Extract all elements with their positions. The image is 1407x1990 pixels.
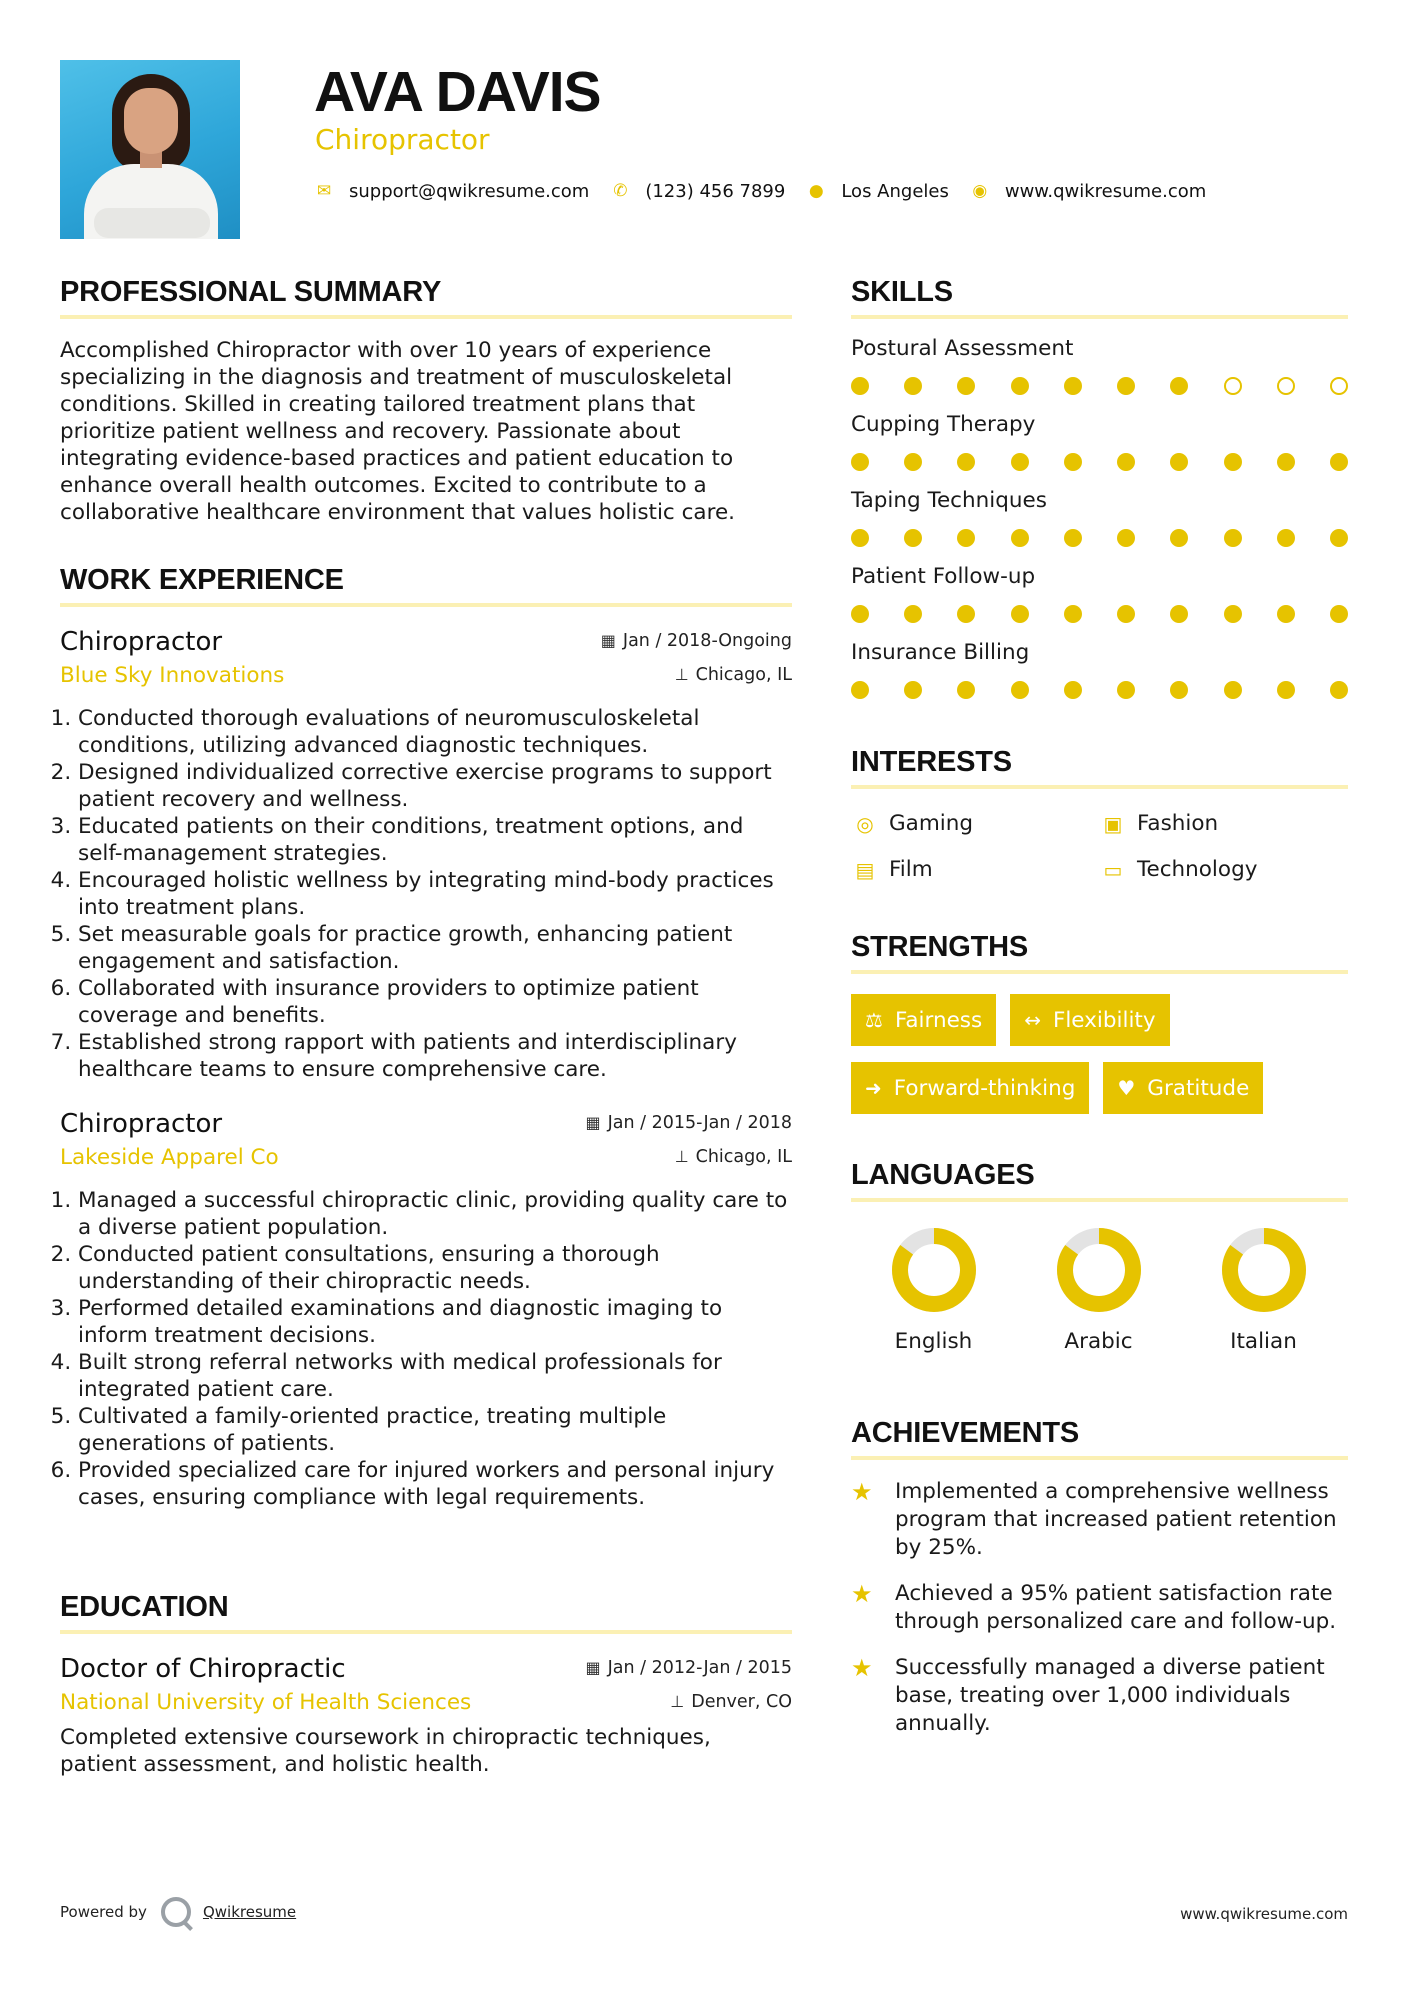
- education-date: ▦ Jan / 2012-Jan / 2015: [585, 1658, 792, 1678]
- calendar-icon: ▦: [585, 1113, 601, 1132]
- rating-dot-filled: [1330, 681, 1348, 699]
- rating-dot-filled: [1117, 529, 1135, 547]
- duty-item: 6. Collaborated with insurance providers to optimize patient coverage and benefits.: [78, 975, 792, 1029]
- interests-heading: INTERESTS: [851, 746, 1012, 778]
- language-donut: [1055, 1226, 1143, 1314]
- rating-dot-filled: [957, 453, 975, 471]
- rating-dot-filled: [1224, 681, 1242, 699]
- skill-item: [851, 563, 1348, 623]
- qwikresume-link[interactable]: Qwikresume: [202, 1903, 297, 1921]
- skill-rating: [851, 453, 1348, 471]
- education-description: Completed extensive coursework in chiropractic techniques, patient assessment, and holistic health.: [60, 1725, 711, 1777]
- duty-item: 2. Designed individualized corrective exercise programs to support patient recovery and wellness.: [78, 759, 792, 813]
- duty-item: 4. Encouraged holistic wellness by integrating mind-body practices into treatment plans.: [78, 867, 792, 921]
- languages-list: [851, 1226, 1348, 1356]
- rating-dot-filled: [1064, 453, 1082, 471]
- duty-item: 4. Built strong referral networks with medical professionals for integrated patient care.: [78, 1349, 792, 1403]
- languages-heading: LANGUAGES: [851, 1159, 1035, 1191]
- duty-item: 7. Established strong rapport with patients and interdisciplinary healthcare teams to ensure comprehensive care.: [78, 1029, 792, 1083]
- rating-dot-filled: [904, 377, 922, 395]
- rating-dot-filled: [1277, 453, 1295, 471]
- rating-dot-filled: [957, 529, 975, 547]
- rating-dot-filled: [1064, 529, 1082, 547]
- duty-item: 3. Educated patients on their conditions, treatment options, and self-management strategies.: [78, 813, 792, 867]
- interests-grid: [851, 809, 1348, 885]
- interest-item: ◎ Gaming: [851, 809, 1099, 839]
- strengths-section: [851, 930, 1348, 1114]
- skill-name: Patient Follow-up: [851, 564, 1036, 589]
- gamepad-icon: ◎: [856, 812, 874, 836]
- rating-dot-filled: [1117, 453, 1135, 471]
- film-icon: ▤: [855, 858, 875, 882]
- rating-dot-filled: [904, 681, 922, 699]
- duty-item: 5. Set measurable goals for practice growth, enhancing patient engagement and satisfaction.: [78, 921, 792, 975]
- rating-dot-filled: [1117, 681, 1135, 699]
- skill-item: [851, 487, 1348, 547]
- interests-section: [851, 745, 1348, 885]
- school: National University of Health Sciences: [60, 1690, 472, 1715]
- rating-dot-filled: [1011, 681, 1029, 699]
- job-entry: [60, 625, 792, 1083]
- duties-list: [60, 705, 792, 1083]
- rating-dot-filled: [1170, 529, 1188, 547]
- candidate-name: AVA DAVIS: [314, 60, 601, 124]
- candidate-title: Chiropractor: [315, 123, 490, 156]
- interest-item: ▭ Technology: [1099, 855, 1347, 885]
- achievement-item: ★ Achieved a 95% patient satisfaction rate through personalized care and follow-up.: [851, 1580, 1337, 1634]
- skill-name: Insurance Billing: [851, 640, 1030, 665]
- footer-website[interactable]: www.qwikresume.com: [1180, 1905, 1348, 1923]
- heart-icon: ♥: [1117, 1076, 1136, 1100]
- degree: Doctor of Chiropractic: [60, 1654, 346, 1684]
- job-date: ▦ Jan / 2018-Ongoing: [600, 631, 792, 651]
- rating-dot-filled: [904, 453, 922, 471]
- education-section: [60, 1590, 792, 1778]
- language-item: [1181, 1226, 1346, 1356]
- pin-icon: ⊥: [674, 1147, 689, 1166]
- language-item: [851, 1226, 1016, 1356]
- strengths-heading: STRENGTHS: [851, 931, 1029, 963]
- star-icon: ★: [851, 1478, 873, 1506]
- rating-dot-filled: [957, 681, 975, 699]
- rating-dot-filled: [1064, 605, 1082, 623]
- rating-dot-filled: [1330, 529, 1348, 547]
- calendar-icon: ▦: [600, 631, 616, 650]
- duties-list: [60, 1187, 792, 1511]
- skill-rating: [851, 529, 1348, 547]
- rating-dot-filled: [1170, 453, 1188, 471]
- balance-scale-icon: ⚖: [865, 1008, 883, 1032]
- rating-dot-filled: [851, 529, 869, 547]
- duty-item: 6. Provided specialized care for injured workers and personal injury cases, ensuring compliance with legal requirements.: [78, 1457, 792, 1511]
- skill-name: Taping Techniques: [851, 488, 1047, 513]
- duty-item: 1. Managed a successful chiropractic clinic, providing quality care to a diverse patient population.: [78, 1187, 792, 1241]
- strength-tag: ♥ Gratitude: [1103, 1062, 1263, 1114]
- skill-name: Cupping Therapy: [851, 412, 1036, 437]
- work-heading: WORK EXPERIENCE: [60, 564, 344, 596]
- rating-dot-filled: [1224, 529, 1242, 547]
- rating-dot-filled: [1011, 453, 1029, 471]
- section-divider: [851, 315, 1348, 319]
- calendar-icon: ▦: [585, 1658, 601, 1677]
- language-name: Arabic: [1064, 1329, 1133, 1354]
- pin-icon: ⊥: [670, 1692, 685, 1711]
- education-heading: EDUCATION: [60, 1591, 229, 1623]
- rating-dot-filled: [957, 605, 975, 623]
- rating-dot-filled: [1277, 605, 1295, 623]
- job-company: Blue Sky Innovations: [60, 663, 285, 688]
- star-icon: ★: [851, 1654, 873, 1682]
- rating-dot-filled: [1117, 605, 1135, 623]
- profile-photo: [60, 60, 240, 239]
- language-item: [1016, 1226, 1181, 1356]
- laptop-icon: ▭: [1103, 858, 1123, 882]
- rating-dot-empty: [1224, 377, 1242, 395]
- phone-text: (123) 456 7899: [645, 180, 786, 202]
- rating-dot-filled: [1330, 605, 1348, 623]
- skill-name: Postural Assessment: [851, 336, 1074, 361]
- rating-dot-filled: [1224, 605, 1242, 623]
- work-section: [60, 563, 792, 1511]
- strength-tag: ↔ Flexibility: [1010, 994, 1169, 1046]
- strength-tag: ➜ Forward-thinking: [851, 1062, 1089, 1114]
- rating-dot-filled: [1330, 453, 1348, 471]
- skill-item: [851, 639, 1348, 699]
- rating-dot-filled: [904, 529, 922, 547]
- achievement-item: ★ Implemented a comprehensive wellness program that increased patient retention by 25%.: [851, 1478, 1337, 1560]
- contact-location: [807, 181, 949, 202]
- achievements-heading: ACHIEVEMENTS: [851, 1417, 1080, 1449]
- job-role: Chiropractor: [60, 1109, 223, 1139]
- footer-branding: [60, 1897, 296, 1927]
- duty-item: 2. Conducted patient consultations, ensuring a thorough understanding of their chiropractic needs.: [78, 1241, 792, 1295]
- location-text: Los Angeles: [841, 180, 949, 202]
- skill-rating: [851, 681, 1348, 699]
- skill-rating: [851, 605, 1348, 623]
- powered-by-text: Powered by: [60, 1903, 147, 1921]
- duty-item: 5. Cultivated a family-oriented practice, treating multiple generations of patients.: [78, 1403, 792, 1457]
- rating-dot-filled: [1011, 529, 1029, 547]
- rating-dot-filled: [1170, 605, 1188, 623]
- globe-icon: ◉: [972, 181, 988, 201]
- skills-section: [851, 275, 1348, 699]
- education-entry: [60, 1652, 792, 1778]
- strength-tag: ⚖ Fairness: [851, 994, 996, 1046]
- rating-dot-filled: [1064, 681, 1082, 699]
- contact-phone[interactable]: [611, 181, 785, 202]
- strength-tags: [851, 994, 1348, 1114]
- rating-dot-filled: [1170, 681, 1188, 699]
- phone-icon: ✆: [613, 181, 628, 201]
- contact-email[interactable]: [315, 181, 589, 202]
- rating-dot-empty: [1277, 377, 1295, 395]
- section-divider: [851, 1198, 1348, 1202]
- section-divider: [851, 970, 1348, 974]
- language-donut: [1220, 1226, 1308, 1314]
- map-marker-icon: ●: [808, 181, 824, 201]
- section-divider: [60, 603, 792, 607]
- website-text: www.qwikresume.com: [1004, 180, 1207, 202]
- duty-item: 3. Performed detailed examinations and diagnostic imaging to inform treatment decisions.: [78, 1295, 792, 1349]
- job-company: Lakeside Apparel Co: [60, 1145, 279, 1170]
- job-location: ⊥ Chicago, IL: [674, 665, 792, 685]
- rating-dot-filled: [957, 377, 975, 395]
- contact-website[interactable]: [971, 181, 1206, 202]
- arrow-right-icon: ➜: [865, 1076, 882, 1100]
- achievement-item: ★ Successfully managed a diverse patient base, treating over 1,000 individuals annually.: [851, 1654, 1325, 1736]
- contact-bar: [315, 178, 1228, 204]
- summary-heading: PROFESSIONAL SUMMARY: [60, 276, 442, 308]
- rating-dot-filled: [1117, 377, 1135, 395]
- section-divider: [60, 1630, 792, 1634]
- languages-section: [851, 1158, 1348, 1356]
- rating-dot-filled: [1064, 377, 1082, 395]
- interest-item: ▤ Film: [851, 855, 1099, 885]
- achievements-section: [851, 1416, 1348, 1738]
- summary-section: [60, 275, 792, 526]
- rating-dot-filled: [851, 453, 869, 471]
- rating-dot-filled: [1011, 377, 1029, 395]
- rating-dot-filled: [1170, 377, 1188, 395]
- job-location: ⊥ Chicago, IL: [674, 1147, 792, 1167]
- shopping-bag-icon: ▣: [1103, 812, 1123, 836]
- language-donut: [890, 1226, 978, 1314]
- star-icon: ★: [851, 1580, 873, 1608]
- skills-heading: SKILLS: [851, 276, 953, 308]
- rating-dot-filled: [851, 605, 869, 623]
- rating-dot-filled: [1224, 453, 1242, 471]
- section-divider: [851, 785, 1348, 789]
- rating-dot-filled: [1011, 605, 1029, 623]
- summary-text: Accomplished Chiropractor with over 10 years of experience specializing in the diagnosis and treatment of musculoskeletal conditions. Skilled in creating tailored treatment plans that prioritize patient wellness and recovery. Passionate about integrating evidence-based practices and patient education to enhance overall health outcomes. Excited to contribute to a collaborative healthcare environment that values holistic care.: [60, 338, 736, 525]
- section-divider: [60, 315, 792, 319]
- email-text: support@qwikresume.com: [349, 180, 590, 202]
- arrows-horizontal-icon: ↔: [1024, 1008, 1041, 1032]
- rating-dot-filled: [1277, 681, 1295, 699]
- skills-list: [851, 335, 1348, 699]
- skill-item: [851, 411, 1348, 471]
- language-name: Italian: [1230, 1329, 1297, 1354]
- section-divider: [851, 1456, 1348, 1460]
- rating-dot-filled: [904, 605, 922, 623]
- language-name: English: [894, 1329, 973, 1354]
- job-date: ▦ Jan / 2015-Jan / 2018: [585, 1113, 792, 1133]
- rating-dot-filled: [851, 681, 869, 699]
- qwikresume-logo-icon: [161, 1897, 191, 1927]
- skill-item: [851, 335, 1348, 395]
- rating-dot-filled: [1277, 529, 1295, 547]
- education-location: ⊥ Denver, CO: [670, 1692, 792, 1712]
- skill-rating: [851, 377, 1348, 395]
- rating-dot-filled: [851, 377, 869, 395]
- job-role: Chiropractor: [60, 627, 223, 657]
- rating-dot-empty: [1330, 377, 1348, 395]
- interest-item: ▣ Fashion: [1099, 809, 1347, 839]
- pin-icon: ⊥: [674, 665, 689, 684]
- job-entry: [60, 1107, 792, 1511]
- duty-item: 1. Conducted thorough evaluations of neuromusculoskeletal conditions, utilizing advanced diagnostic techniques.: [78, 705, 792, 759]
- envelope-icon: ✉: [316, 181, 332, 201]
